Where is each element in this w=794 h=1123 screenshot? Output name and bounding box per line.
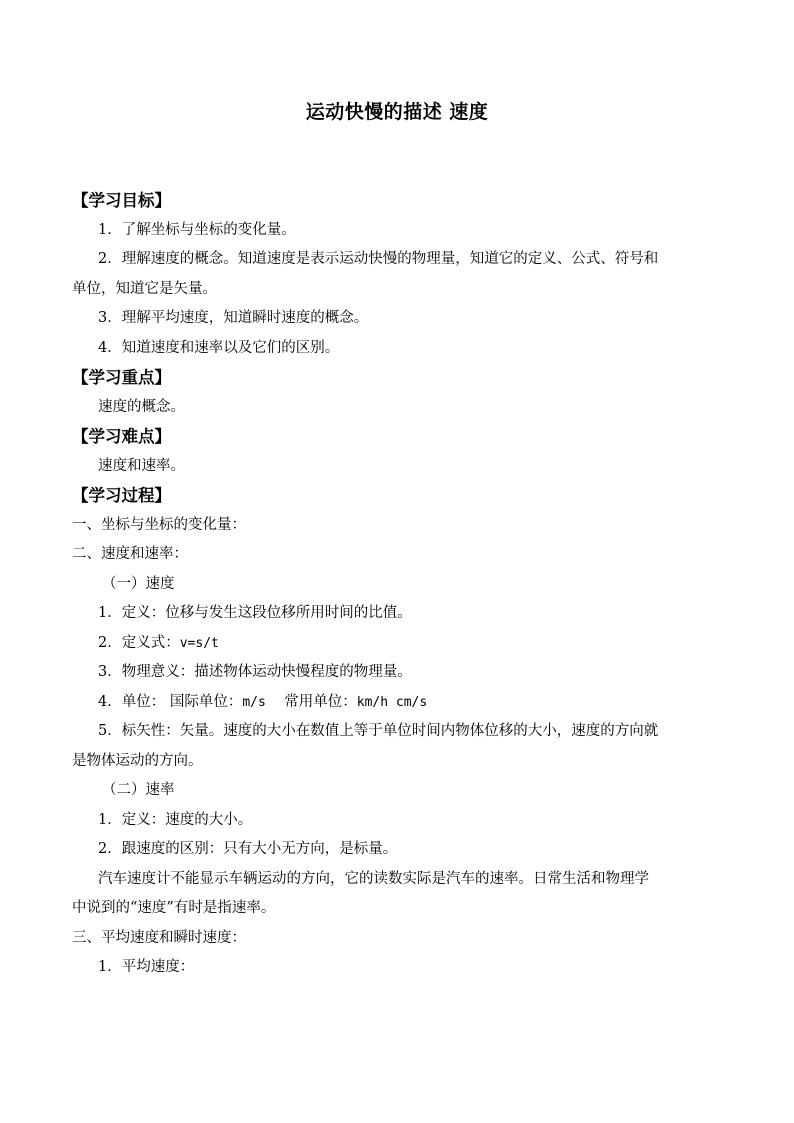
rate-note-line-1: 汽车速度计不能显示车辆运动的方向，它的读数实际是汽车的速率。日常生活和物理学	[98, 870, 649, 887]
rate-difference: 2．跟速度的区别：只有大小无方向，是标量。	[98, 841, 398, 857]
difficulty-text: 速度和速率。	[98, 457, 185, 474]
speed-formula-line	[72, 629, 724, 659]
speed-unit-si: m/s	[242, 694, 266, 710]
part-3-heading: 三、平均速度和瞬时速度：	[72, 929, 246, 946]
rate-subheading: （二）速率	[102, 782, 175, 798]
speed-formula: v=s/t	[179, 635, 219, 651]
page-title: 运动快慢的描述 速度	[305, 101, 489, 123]
rate-note-line-2: 中说到的“速度”有时是指速率。	[72, 900, 276, 916]
difficulty-heading: 【学习难点】	[72, 427, 171, 446]
average-speed-item: 1．平均速度：	[98, 959, 195, 975]
document-body	[72, 186, 724, 983]
process-heading: 【学习过程】	[72, 486, 171, 505]
speed-unit-common: km/h cm/s	[356, 694, 428, 710]
speed-formula-label: 2．定义式：	[98, 634, 180, 651]
speed-subheading: （一）速度	[102, 575, 175, 592]
part-1-heading: 一、坐标与坐标的变化量：	[72, 516, 246, 533]
key-text: 速度的概念。	[98, 398, 185, 415]
speed-unit-label: 4．单位： 国际单位：	[98, 693, 243, 710]
goal-item-4: 4．知道速度和速率以及它们的区别。	[98, 339, 340, 356]
speed-definition: 1．定义：位移与发生这段位移所用时间的比值。	[98, 605, 412, 621]
key-heading: 【学习重点】	[72, 368, 171, 387]
goals-heading: 【学习目标】	[72, 191, 171, 210]
rate-definition: 1．定义：速度的大小。	[98, 811, 253, 828]
speed-meaning: 3．物理意义：描述物体运动快慢程度的物理量。	[98, 664, 412, 680]
goal-item-2: 2．理解速度的概念。知道速度是表示运动快慢的物理量，知道它的定义、公式、符号和	[98, 251, 659, 267]
goal-item-2-cont: 单位，知道它是矢量。	[72, 280, 217, 297]
speed-unit-common-label: 常用单位：	[265, 693, 357, 710]
speed-unit-line	[72, 688, 724, 718]
speed-vector-line-1: 5．标矢性：矢量。速度的大小在数值上等于单位时间内物体位移的大小，速度的方向就	[98, 723, 659, 739]
speed-vector-line-2: 是物体运动的方向。	[72, 752, 203, 769]
goal-item-1: 1．了解坐标与坐标的变化量。	[98, 221, 296, 238]
goal-item-3: 3．理解平均速度，知道瞬时速度的概念。	[98, 310, 369, 326]
part-2-heading: 二、速度和速率：	[72, 546, 188, 562]
